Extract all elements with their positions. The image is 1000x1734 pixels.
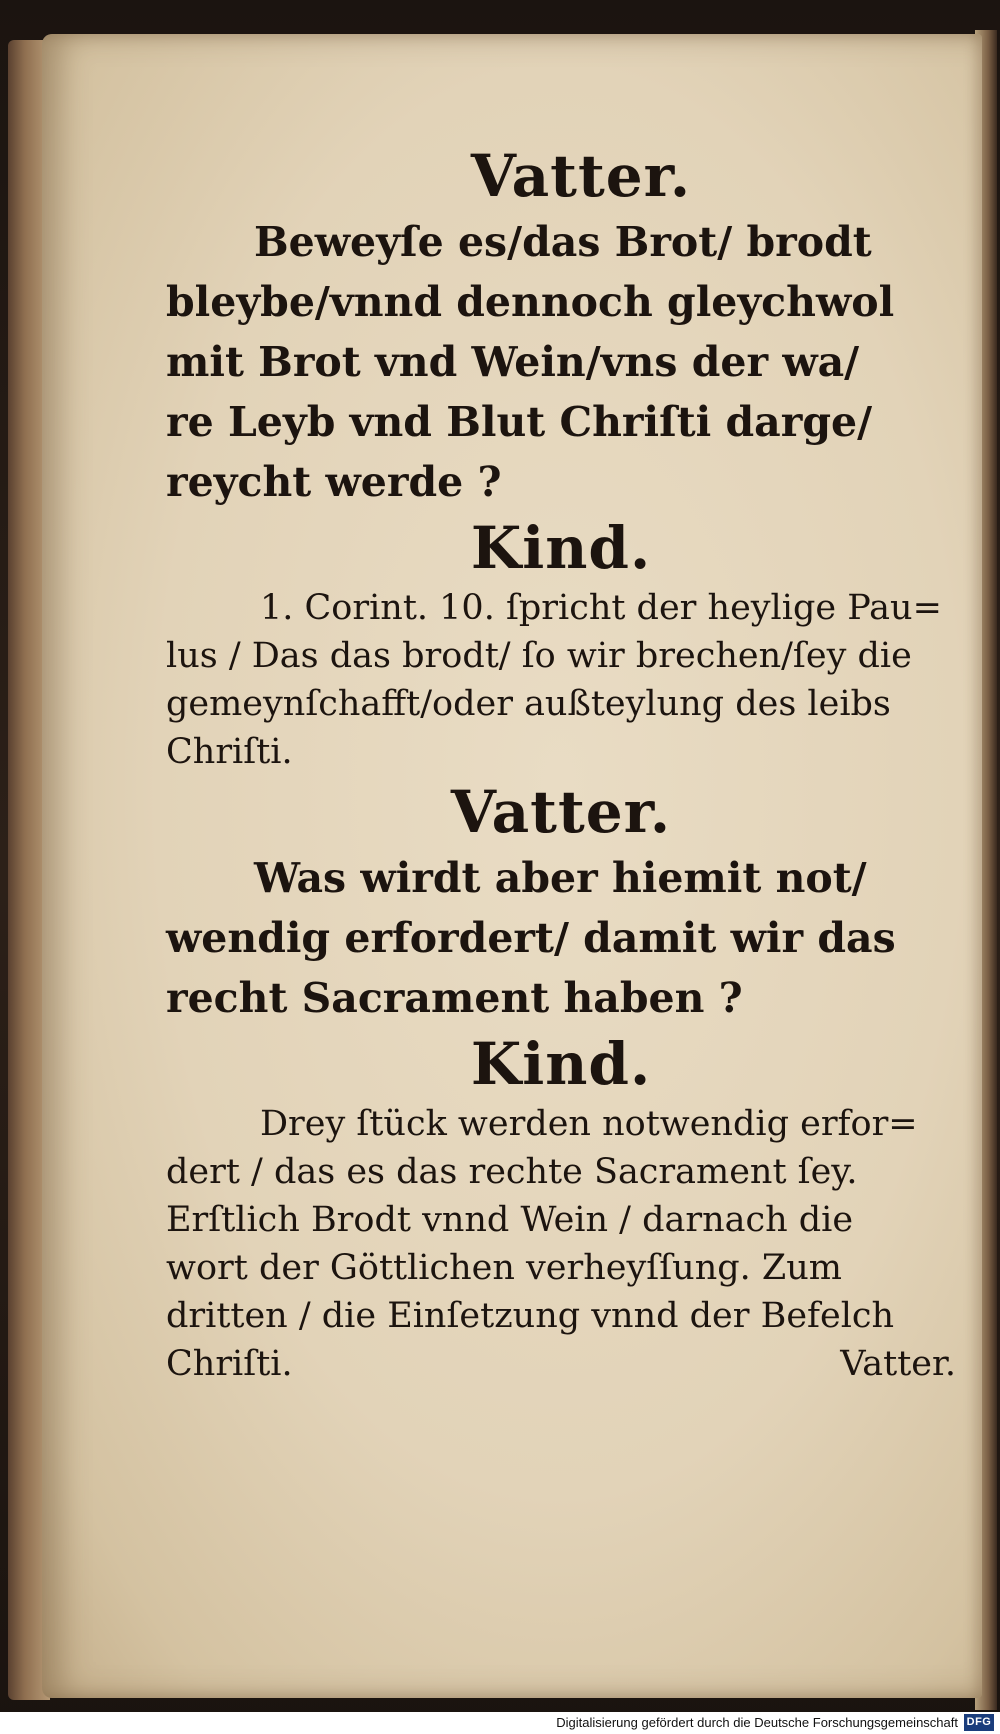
text-line: Chriſti. xyxy=(166,1344,293,1384)
question-1 xyxy=(166,212,956,512)
text-line: wort der Göttlichen verheyſſung. Zum xyxy=(166,1248,842,1288)
text-line: re Leyb vnd Blut Chriſti darge/ xyxy=(166,398,873,446)
text-line: Chriſti. xyxy=(166,732,293,772)
question-2 xyxy=(166,848,956,1028)
footer-credit: Digitalisierung gefördert durch die Deutsche Forschungsgemeinschaft xyxy=(556,1715,958,1730)
text-line: recht Sacrament haben ? xyxy=(166,974,743,1022)
digitization-footer xyxy=(0,1712,1000,1734)
text-line: dert / das es das rechte Sacrament ſey. xyxy=(166,1152,858,1192)
text-line: gemeynſchafft/oder außteylung des leibs xyxy=(166,684,891,724)
text-line: Drey ſtück werden notwendig erfor= xyxy=(260,1104,918,1144)
answer-1 xyxy=(166,584,956,776)
text-line: 1. Corint. 10. ſpricht der heylige Pau= xyxy=(260,588,942,628)
text-line: bleybe/vnnd dennoch gleychwol xyxy=(166,278,895,326)
speaker-heading-vatter-1: Vatter. xyxy=(470,142,692,210)
answer-2 xyxy=(166,1100,956,1388)
text-line: Erſtlich Brodt vnnd Wein / darnach die xyxy=(166,1200,854,1240)
speaker-heading-kind-1: Kind. xyxy=(470,514,652,582)
text-line: lus / Das das brodt/ ſo wir brechen/ſey die xyxy=(166,636,912,676)
last-line xyxy=(166,1340,956,1388)
text-line: dritten / die Einſetzung vnnd der Befelch xyxy=(166,1296,895,1336)
text-line: reycht werde ? xyxy=(166,458,502,506)
speaker-heading-vatter-2: Vatter. xyxy=(450,778,672,846)
page-text xyxy=(166,140,956,1388)
text-line: Beweyſe es/das Brot/ brodt xyxy=(254,218,872,266)
catchword: Vatter. xyxy=(840,1344,956,1384)
text-line: wendig erfordert/ damit wir das xyxy=(166,914,896,962)
speaker-heading-kind-2: Kind. xyxy=(470,1030,652,1098)
text-line: mit Brot vnd Wein/vns der wa/ xyxy=(166,338,860,386)
dfg-logo: DFG xyxy=(964,1714,994,1731)
text-line: Was wirdt aber hiemit not/ xyxy=(254,854,867,902)
